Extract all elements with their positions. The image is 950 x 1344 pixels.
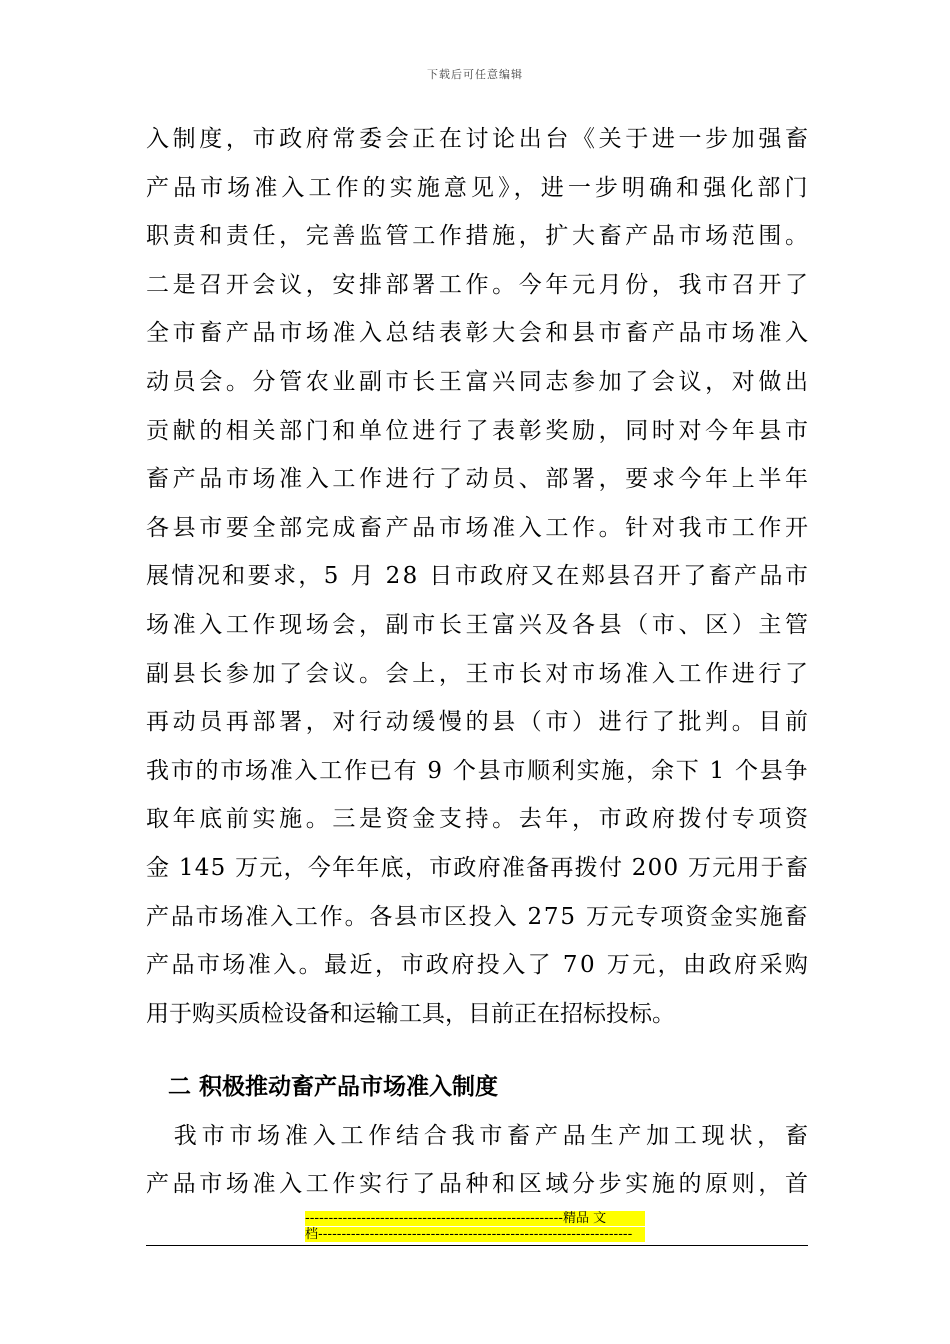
footer-divider xyxy=(146,1245,808,1246)
text-line: 再动员再部署，对行动缓慢的县（市）进行了批判。目前 xyxy=(146,709,812,736)
text-line: 场准入工作现场会，副市长王富兴及各县（市、区）主管 xyxy=(146,612,812,638)
text-line: 畜产品市场准入工作进行了动员、部署，要求今年上半年 xyxy=(146,466,812,493)
text-line: 二是召开会议，安排部署工作。今年元月份，我市召开了 xyxy=(146,271,812,298)
text-line: 职责和责任，完善监管工作措施，扩大畜产品市场范围。 xyxy=(146,223,812,250)
text-line: 用于购买质检设备和运输工具，目前正在招标投标。 xyxy=(146,1000,675,1027)
page-header: 下载后可任意编辑 xyxy=(427,68,523,81)
footer-line-1: -------------------------------------------------------精品 文 xyxy=(305,1211,645,1226)
text-line: 全市畜产品市场准入总结表彰大会和县市畜产品市场准入 xyxy=(146,320,812,347)
text-line: 金 145 万元，今年年底，市政府准备再拨付 200 万元用于畜 xyxy=(146,855,810,881)
text-line: 副县长参加了会议。会上，王市长对市场准入工作进行了 xyxy=(146,660,812,687)
text-line: 取年底前实施。三是资金支持。去年，市政府拨付专项资 xyxy=(146,806,812,833)
text-line: 各县市要全部完成畜产品市场准入工作。针对我市工作开 xyxy=(146,514,812,541)
text-line: 产品市场准入。最近，市政府投入了 70 万元，由政府采购 xyxy=(146,952,811,979)
text-line: 展情况和要求，5 月 28 日市政府又在郏县召开了畜产品市 xyxy=(146,563,811,590)
text-line: 我市的市场准入工作已有 9 个县市顺利实施，余下 1 个县争 xyxy=(146,757,810,784)
text-line: 产品市场准入工作。各县市区投入 275 万元专项资金实施畜 xyxy=(146,903,810,930)
text-line: 我市市场准入工作结合我市畜产品生产加工现状，畜 xyxy=(146,1123,813,1149)
section-heading: 二 积极推动畜产品市场准入制度 xyxy=(168,1074,499,1100)
text-line: 贡献的相关部门和单位进行了表彰奖励，同时对今年县市 xyxy=(146,417,812,444)
text-line: 动员会。分管农业副市长王富兴同志参加了会议，对做出 xyxy=(146,369,812,395)
text-line: 产品市场准入工作的实施意见》，进一步明确和强化部门 xyxy=(146,174,812,201)
text-line: 产品市场准入工作实行了品种和区域分步实施的原则，首 xyxy=(146,1171,812,1197)
text-line: 入制度，市政府常委会正在讨论出台《关于进一步加强畜 xyxy=(146,126,812,152)
footer-line-2: 档------------------------------------------------------------------- xyxy=(305,1227,645,1242)
